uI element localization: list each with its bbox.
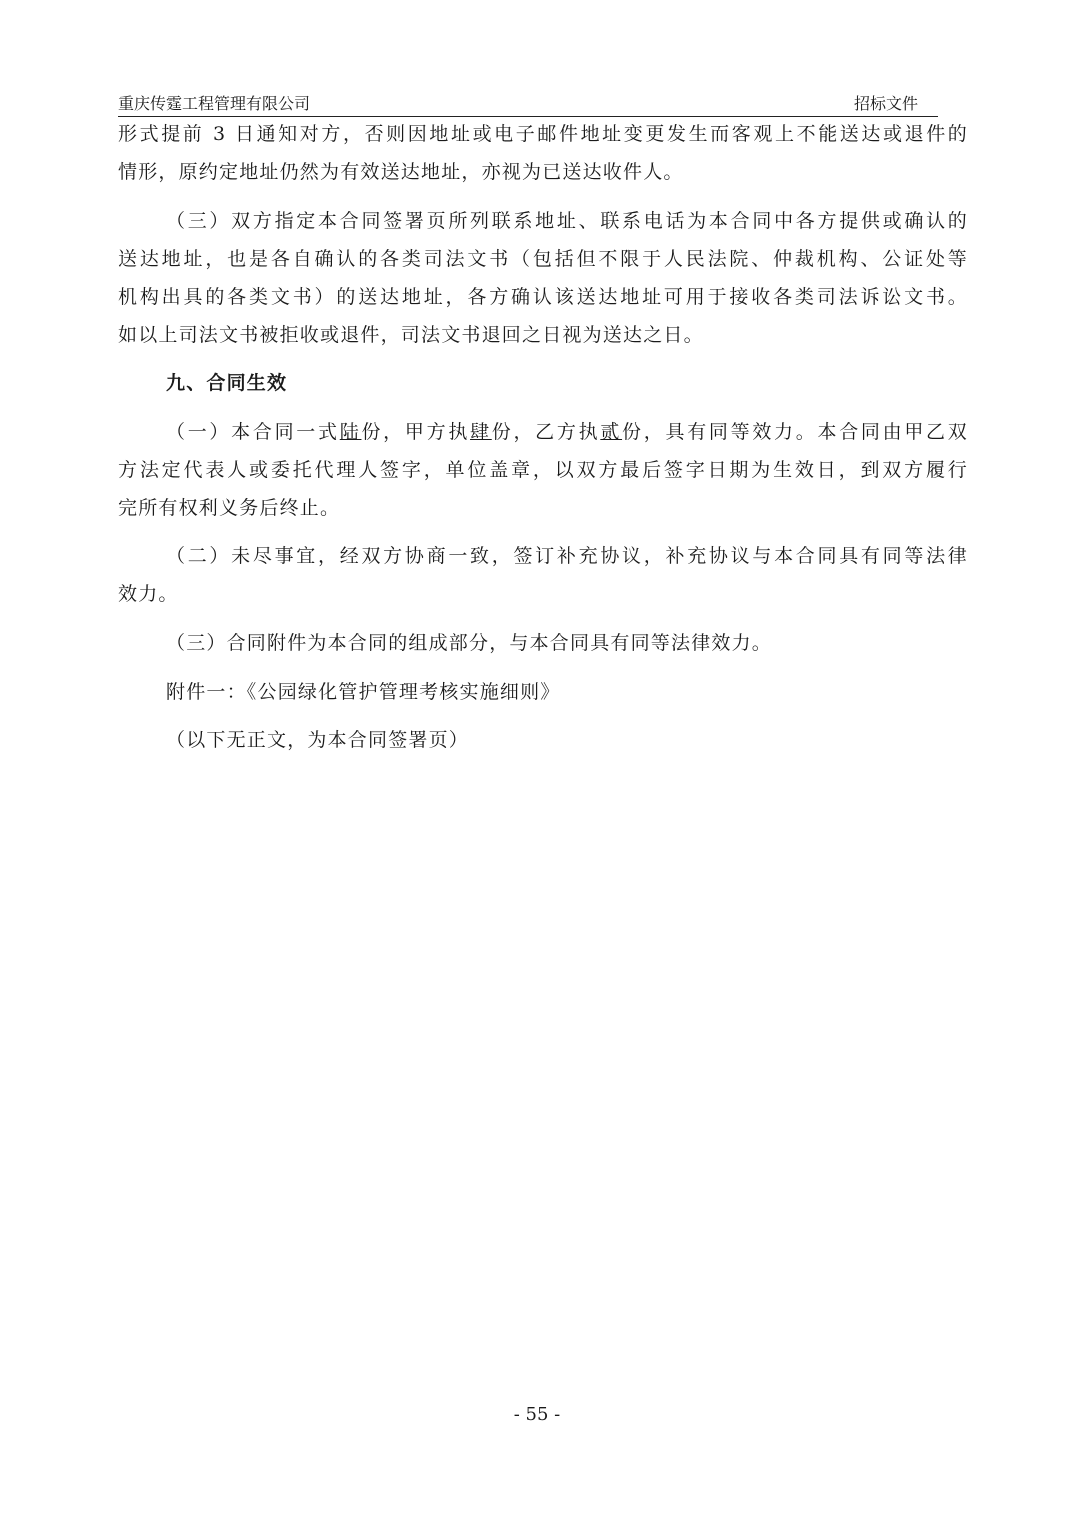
paragraph-address-change [118, 115, 968, 191]
text-fragment: 份，具有同等效力。本合同由甲乙双 [622, 420, 968, 443]
copies-party-b: 贰 [600, 420, 623, 443]
text-line: 送达地址，也是各自确认的各类司法文书（包括但不限于人民法院、仲裁机构、公证处等 [118, 247, 968, 270]
text-line: 情形，原约定地址仍然为有效送达地址，亦视为已送达收件人。 [118, 161, 684, 183]
text-line: 机构出具的各类文书）的送达地址，各方确认该送达地址可用于接收各类司法诉讼文书。 [118, 285, 968, 308]
paragraph-service-address [118, 202, 968, 354]
section-heading: 九、合同生效 [166, 372, 288, 395]
page-header [118, 88, 938, 117]
copies-total: 陆 [339, 420, 362, 443]
text-line: （二）未尽事宜，经双方协商一致，签订补充协议，补充协议与本合同具有同等法律 [166, 545, 968, 568]
text-line: 形式提前 3 日通知对方，否则因地址或电子邮件地址变更发生而客观上不能送达或退件的 [118, 123, 968, 145]
document-body [118, 115, 968, 759]
text-line: 完所有权利义务后终止。 [118, 496, 341, 519]
page-number: - 55 - [513, 1404, 561, 1425]
text-fragment: 份，甲方执 [361, 420, 471, 443]
no-more-text-note: （以下无正文，为本合同签署页） [166, 729, 470, 752]
header-company: 重庆传霆工程管理有限公司 [118, 94, 311, 113]
header-doc-type: 招标文件 [853, 94, 918, 113]
copies-party-a: 肆 [470, 420, 492, 443]
text-line: 如以上司法文书被拒收或退件，司法文书退回之日视为送达之日。 [118, 323, 704, 346]
text-line: （三）双方指定本合同签署页所列联系地址、联系电话为本合同中各方提供或确认的 [166, 209, 968, 232]
paragraph-contract-copies [118, 413, 968, 527]
text-line: 效力。 [118, 583, 179, 606]
text-line: 方法定代表人或委托代理人签字，单位盖章，以双方最后签字日期为生效日，到双方履行 [118, 458, 968, 481]
text-line [118, 413, 968, 451]
text-fragment: 份，乙方执 [491, 420, 601, 443]
paragraph-attachments: （三）合同附件为本合同的组成部分，与本合同具有同等法律效力。 [166, 631, 773, 654]
text-fragment: （一）本合同一式 [166, 420, 340, 443]
attachment-one: 附件一：《公园绿化管护管理考核实施细则》 [166, 680, 561, 703]
paragraph-supplementary [118, 537, 968, 613]
